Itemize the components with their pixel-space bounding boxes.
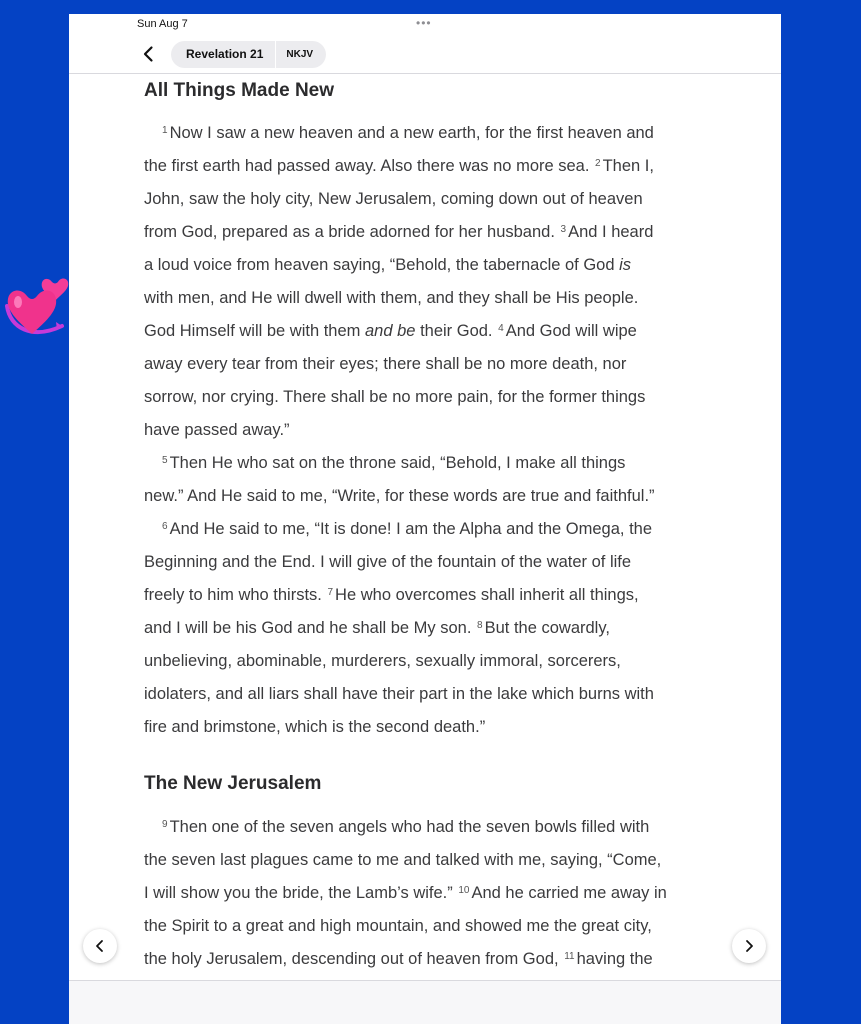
verse-number: 1 [162, 125, 168, 136]
verse-number: 5 [162, 455, 168, 466]
chapter-selector[interactable]: Revelation 21 [186, 47, 264, 61]
chevron-left-icon [93, 939, 107, 953]
two-hearts-icon[interactable] [4, 276, 74, 346]
previous-chapter-button[interactable] [83, 929, 117, 963]
verse-line[interactable]: new.” And He said to me, “Write, for these words are true and faithful.” [144, 487, 655, 505]
section-heading: All Things Made New [144, 80, 335, 101]
verse-number: 3 [560, 224, 567, 235]
verse-line[interactable]: from God, prepared as a bride adorned for her husband. $^3$ And I heard [144, 223, 654, 241]
verse-line[interactable]: the holy Jerusalem, descending out of heaven from God, $^{11}$ having the [144, 950, 653, 968]
verse-line[interactable]: $^6$ And He said to me, “It is done! I am the Alpha and the Omega, the [162, 520, 653, 538]
verse-line[interactable]: away every tear from their eyes; there shall be no more death, nor [144, 355, 627, 373]
bottom-toolbar [69, 981, 781, 1024]
verse-line[interactable]: God Himself will be with them and be their God. $^4$ And God will wipe [144, 322, 637, 340]
verse-line[interactable]: have passed away.” [144, 421, 290, 439]
verse-line[interactable]: the seven last plagues came to me and talked with me, saying, “Come, [144, 851, 662, 869]
verse-number: 7 [327, 587, 334, 598]
next-chapter-button[interactable] [732, 929, 766, 963]
verse-line[interactable]: John, saw the holy city, New Jerusalem, coming down out of heaven [144, 190, 643, 208]
verse-number: 2 [595, 158, 601, 169]
chevron-left-icon [139, 44, 159, 64]
chevron-right-icon [742, 939, 756, 953]
reader-screen [69, 14, 781, 1024]
header-divider [69, 73, 781, 74]
status-date: Sun Aug 7 [137, 18, 188, 30]
verse-line[interactable]: I will show you the bride, the Lamb’s wife.” $^{10}$ And he carried me away in [144, 884, 667, 902]
verse-line[interactable]: and I will be his God and he shall be My son. $^8$ But the cowardly, [144, 619, 610, 637]
verse-number: 11 [564, 951, 575, 962]
chapter-version-pill [171, 41, 326, 68]
verse-number: 4 [498, 323, 504, 334]
multitask-dots[interactable]: ••• [416, 16, 432, 30]
verse-number: 6 [162, 521, 168, 532]
verse-line[interactable]: fire and brimstone, which is the second death.” [144, 718, 486, 736]
verse-line[interactable]: freely to him who thirsts. $^7$ He who overcomes shall inherit all things, [144, 586, 639, 604]
verse-line[interactable]: the Spirit to a great and high mountain, and showed me the great city, [144, 917, 652, 935]
section-heading: The New Jerusalem [144, 773, 322, 794]
version-selector[interactable]: NKJV [286, 49, 314, 60]
verse-line[interactable]: a loud voice from heaven saying, “Behold, the tabernacle of God is [144, 256, 632, 274]
verse-line[interactable]: Beginning and the End. I will give of the fountain of the water of life [144, 553, 632, 571]
verse-line[interactable]: with men, and He will dwell with them, and they shall be His people. [144, 289, 639, 307]
verse-line[interactable]: $^5$ Then He who sat on the throne said, “Behold, I make all things [162, 454, 626, 472]
verse-line[interactable]: sorrow, nor crying. There shall be no more pain, for the former things [144, 388, 646, 406]
verse-line[interactable]: $^1$ Now I saw a new heaven and a new earth, for the first heaven and [162, 124, 654, 142]
verse-line[interactable]: $^9$ Then one of the seven angels who had the seven bowls filled with [162, 818, 650, 836]
back-button[interactable] [139, 44, 159, 64]
verse-number: 9 [162, 819, 168, 830]
verse-line[interactable]: unbelieving, abominable, murderers, sexually immoral, sorcerers, [144, 652, 621, 670]
verse-number: 8 [477, 620, 483, 631]
verse-number: 10 [458, 885, 470, 896]
verse-line[interactable]: the first earth had passed away. Also there was no more sea. $^2$ Then I, [144, 157, 654, 175]
verse-line[interactable]: idolaters, and all liars shall have their part in the lake which burns with [144, 685, 654, 703]
